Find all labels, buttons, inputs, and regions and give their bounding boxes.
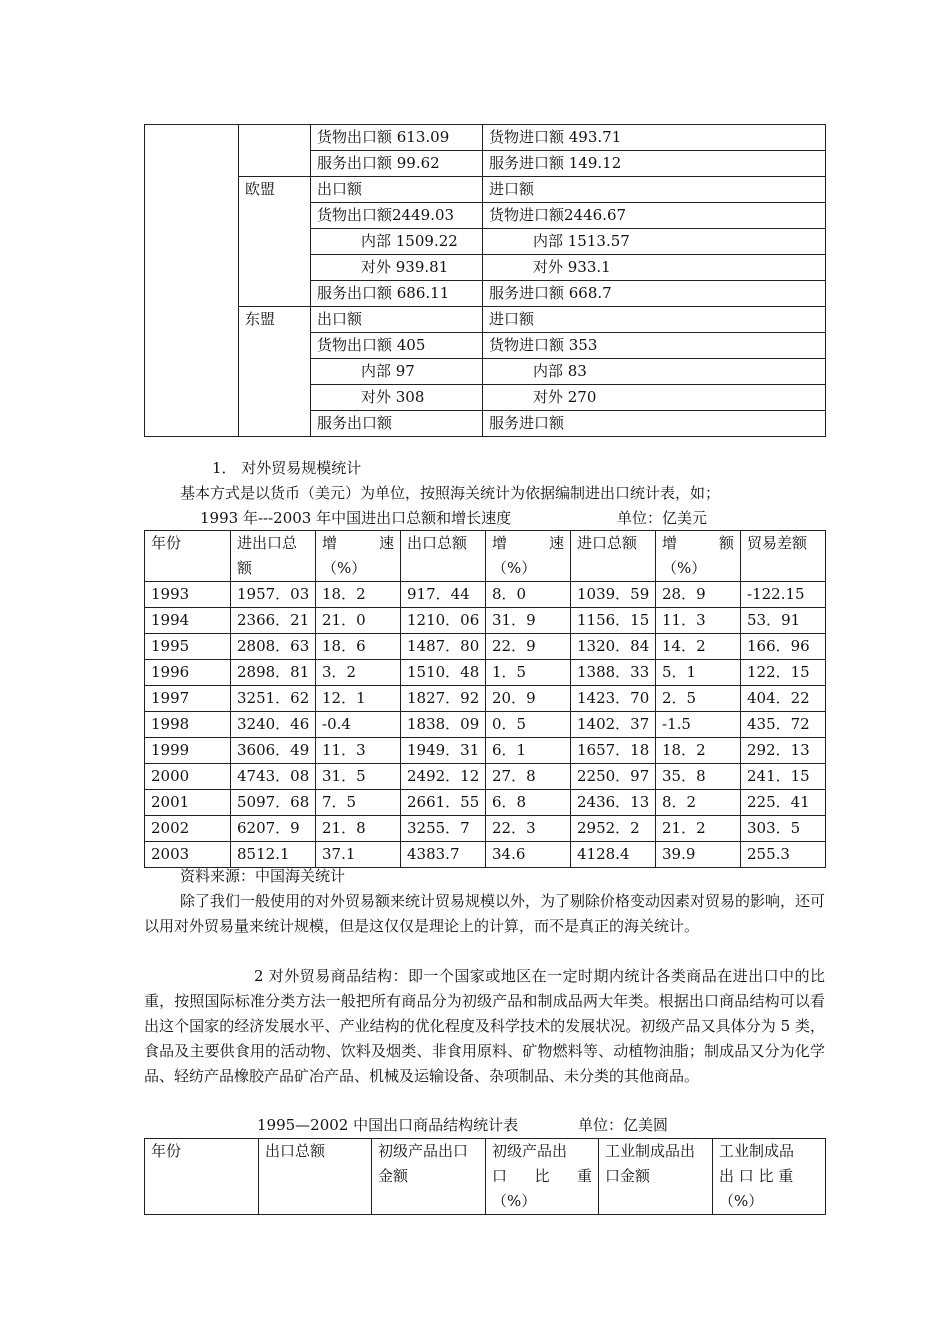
table-row (145, 177, 826, 203)
table-cell: 1949．31 (401, 738, 486, 764)
header-text: （%） (492, 1192, 537, 1210)
table-cell: 1996 (145, 660, 231, 686)
table-cell: 货物出口额 405 (311, 333, 483, 359)
table-cell: 35．8 (656, 764, 741, 790)
table-cell: 服务进口额 149.12 (483, 151, 826, 177)
table-cell: 404．22 (741, 686, 826, 712)
header-text: 速 (548, 534, 564, 552)
table-cell: 3251．62 (231, 686, 316, 712)
table-cell: 进口额 (483, 307, 826, 333)
table-cell: 37.1 (316, 842, 401, 868)
table-cell: 出口额 (311, 177, 483, 203)
table-cell: 18．2 (316, 582, 401, 608)
header-primary-amount: 初级产品出口金额 (372, 1139, 486, 1215)
region-blank-cell (239, 125, 311, 177)
table-cell: 12．1 (316, 686, 401, 712)
table-row (145, 816, 826, 842)
table-cell: 917．44 (401, 582, 486, 608)
source-note: 资料来源：中国海关统计 (180, 867, 346, 885)
table-unit: 单位：亿美元 (617, 509, 708, 527)
table-row (145, 307, 826, 333)
table-cell: 2898．81 (231, 660, 316, 686)
header-text: 出 口 比 重 (719, 1167, 794, 1185)
header-text: 初级产品出 (492, 1142, 568, 1160)
table-caption: 1993 年---2003 年中国进出口总额和增长速度 (200, 509, 512, 527)
table-cell: 8．0 (486, 582, 571, 608)
table-cell: 2002 (145, 816, 231, 842)
table-cell: 货物进口额 353 (483, 333, 826, 359)
table-cell: 3240．46 (231, 712, 316, 738)
table-cell: 22．3 (486, 816, 571, 842)
header-year: 年份 (145, 1139, 259, 1215)
table-cell: 1320．84 (571, 634, 656, 660)
table-header-row (145, 1139, 826, 1215)
header-text: 增 (662, 534, 678, 552)
header-total: 进出口总额 (231, 531, 316, 582)
table-unit: 单位：亿美圆 (578, 1116, 669, 1134)
table-cell: 166．96 (741, 634, 826, 660)
table-cell: 1997 (145, 686, 231, 712)
table-cell: 服务出口额 686.11 (311, 281, 483, 307)
table-cell: 2000 (145, 764, 231, 790)
table-cell: 8．2 (656, 790, 741, 816)
region-blank-cell (145, 125, 239, 437)
table-cell: 31．5 (316, 764, 401, 790)
table-cell: 2808．63 (231, 634, 316, 660)
header-text: 速 (378, 534, 394, 552)
header-text: 增 (492, 534, 508, 552)
table-cell: 货物进口额 493.71 (483, 125, 826, 151)
header-text: （%） (322, 559, 367, 577)
paragraph-structure: 2 对外贸易商品结构：即一个国家或地区在一定时期内统计各类商品在进出口中的比重，按照国际标准分类方法一般把所有商品分为初级产品和制成品两大年类。根据出口商品结构可以看出这个国家的经济发展水平、产业结构的优化程度及科学技术的发展状况。初级产品又具体分为 5 类，食品及主要供食用的活动物、饮料及烟类、非食用原料、矿物燃料等、动植物油脂；制成品又分为化学品、轻纺产品橡胶产品矿冶产品、机械及运输设备、杂项制品、未分类的其他商品。 (144, 967, 825, 1085)
table-cell: 6．1 (486, 738, 571, 764)
table-cell: 服务进口额 668.7 (483, 281, 826, 307)
header-balance: 贸易差额 (741, 531, 826, 582)
table-row (145, 125, 826, 151)
table-cell: 对外 933.1 (483, 255, 826, 281)
table-cell: 对外 270 (483, 385, 826, 411)
table-cell: 2001 (145, 790, 231, 816)
header-text: 重 (576, 1167, 592, 1185)
table-cell: 货物出口额 613.09 (311, 125, 483, 151)
table-row (145, 582, 826, 608)
table-cell: 241．15 (741, 764, 826, 790)
intro-text: 基本方式是以货币（美元）为单位，按照海关统计为依据编制进出口统计表，如； (180, 484, 721, 502)
table-cell: 1995 (145, 634, 231, 660)
header-year: 年份 (145, 531, 231, 582)
table-cell: 3255．7 (401, 816, 486, 842)
table-cell: 20．9 (486, 686, 571, 712)
table-cell: 4383.7 (401, 842, 486, 868)
header-import-total: 进口总额 (571, 531, 656, 582)
table-cell: 3．2 (316, 660, 401, 686)
table-cell: 14．2 (656, 634, 741, 660)
table-cell: 303．5 (741, 816, 826, 842)
header-mfg-ratio (713, 1139, 826, 1215)
table-cell: 对外 308 (311, 385, 483, 411)
header-export-total: 出口总额 (259, 1139, 372, 1215)
table-cell: 225．41 (741, 790, 826, 816)
table-cell: 1487．80 (401, 634, 486, 660)
table-cell: 292．13 (741, 738, 826, 764)
table-cell: 1657．18 (571, 738, 656, 764)
table-cell: 1423．70 (571, 686, 656, 712)
header-text: （%） (492, 559, 537, 577)
table-cell: 6207．9 (231, 816, 316, 842)
table-cell: -0.4 (316, 712, 401, 738)
table-cell: 27．8 (486, 764, 571, 790)
export-structure-table (144, 1138, 826, 1215)
table-cell: 53．91 (741, 608, 826, 634)
table-row (145, 790, 826, 816)
table-cell: 11．3 (656, 608, 741, 634)
table-row (145, 634, 826, 660)
table-row (145, 712, 826, 738)
table-row (145, 660, 826, 686)
header-text: 额 (718, 534, 734, 552)
table-cell: 0．5 (486, 712, 571, 738)
header-text: 增 (322, 534, 338, 552)
table-cell: 2661．55 (401, 790, 486, 816)
table-cell: 255.3 (741, 842, 826, 868)
table-cell: 2366．21 (231, 608, 316, 634)
table-cell: 18．6 (316, 634, 401, 660)
table-cell: 4128.4 (571, 842, 656, 868)
table-cell: 货物进口额2446.67 (483, 203, 826, 229)
section-heading: 1． 对外贸易规模统计 (212, 459, 362, 477)
paragraph-volume: 除了我们一般使用的对外贸易额来统计贸易规模以外，为了剔除价格变动因素对贸易的影响，还可以用对外贸易量来统计规模，但是这仅仅是理论上的计算，而不是真正的海关统计。 (144, 892, 826, 935)
table-cell: 1039．59 (571, 582, 656, 608)
table-cell: 2003 (145, 842, 231, 868)
table-cell: 2436．13 (571, 790, 656, 816)
table-cell: 1388．33 (571, 660, 656, 686)
table-row (145, 764, 826, 790)
table-cell: 1999 (145, 738, 231, 764)
table-cell: 122．15 (741, 660, 826, 686)
table-cell: 1．5 (486, 660, 571, 686)
table-cell: 31．9 (486, 608, 571, 634)
table-cell: 39.9 (656, 842, 741, 868)
table-cell: 11．3 (316, 738, 401, 764)
table-cell: 18．2 (656, 738, 741, 764)
table-cell: 1993 (145, 582, 231, 608)
table-cell: 22．9 (486, 634, 571, 660)
table-cell: 5097．68 (231, 790, 316, 816)
header-text: （%） (662, 559, 707, 577)
header-growth-rate (316, 531, 401, 582)
table-cell: 1827．92 (401, 686, 486, 712)
header-export-total: 出口总额 (401, 531, 486, 582)
table-cell: 进口额 (483, 177, 826, 203)
table-cell: 1156．15 (571, 608, 656, 634)
trade-volume-table (144, 530, 826, 868)
table-cell: 服务进口额 (483, 411, 826, 437)
table-cell: 34.6 (486, 842, 571, 868)
table-cell: 服务出口额 (311, 411, 483, 437)
table-row (145, 686, 826, 712)
table-cell: 6．8 (486, 790, 571, 816)
header-text: 口 (492, 1167, 508, 1185)
table-cell: 21．2 (656, 816, 741, 842)
table-cell: 货物出口额2449.03 (311, 203, 483, 229)
table-cell: 1998 (145, 712, 231, 738)
table-header-row (145, 531, 826, 582)
table-caption: 1995—2002 中国出口商品结构统计表 (257, 1116, 519, 1134)
table-cell: 2．5 (656, 686, 741, 712)
table-cell: 435．72 (741, 712, 826, 738)
table-cell: 2952．2 (571, 816, 656, 842)
header-mfg-amount: 工业制成品出口金额 (599, 1139, 713, 1215)
table-cell: 1402．37 (571, 712, 656, 738)
table-cell: 对外 939.81 (311, 255, 483, 281)
table-cell: 内部 1509.22 (311, 229, 483, 255)
table-row (145, 608, 826, 634)
table-cell: 1210．06 (401, 608, 486, 634)
table-cell: 21．8 (316, 816, 401, 842)
header-import-growth (656, 531, 741, 582)
region-trade-table (144, 124, 826, 437)
table-cell: 服务出口额 99.62 (311, 151, 483, 177)
table-cell: 7．5 (316, 790, 401, 816)
header-text: （%） (719, 1192, 764, 1210)
table-cell: 4743．08 (231, 764, 316, 790)
header-text: 比 (534, 1167, 550, 1185)
table-cell: 8512.1 (231, 842, 316, 868)
table-cell: 内部 1513.57 (483, 229, 826, 255)
table-cell: 1994 (145, 608, 231, 634)
table-cell: 5．1 (656, 660, 741, 686)
table-cell: 28．9 (656, 582, 741, 608)
header-text: 工业制成品 (719, 1142, 795, 1160)
region-name-asean: 东盟 (239, 307, 311, 437)
table-cell: 21．0 (316, 608, 401, 634)
table-cell: 内部 97 (311, 359, 483, 385)
header-primary-ratio (486, 1139, 599, 1215)
table-cell: 3606．49 (231, 738, 316, 764)
table-cell: 2492．12 (401, 764, 486, 790)
table-cell: 1510．48 (401, 660, 486, 686)
table-cell: -1.5 (656, 712, 741, 738)
region-name-eu: 欧盟 (239, 177, 311, 307)
table-cell: -122.15 (741, 582, 826, 608)
table-row (145, 738, 826, 764)
table-cell: 1957．03 (231, 582, 316, 608)
table-cell: 1838．09 (401, 712, 486, 738)
table-cell: 内部 83 (483, 359, 826, 385)
table-cell: 2250．97 (571, 764, 656, 790)
header-export-growth (486, 531, 571, 582)
table-cell: 出口额 (311, 307, 483, 333)
